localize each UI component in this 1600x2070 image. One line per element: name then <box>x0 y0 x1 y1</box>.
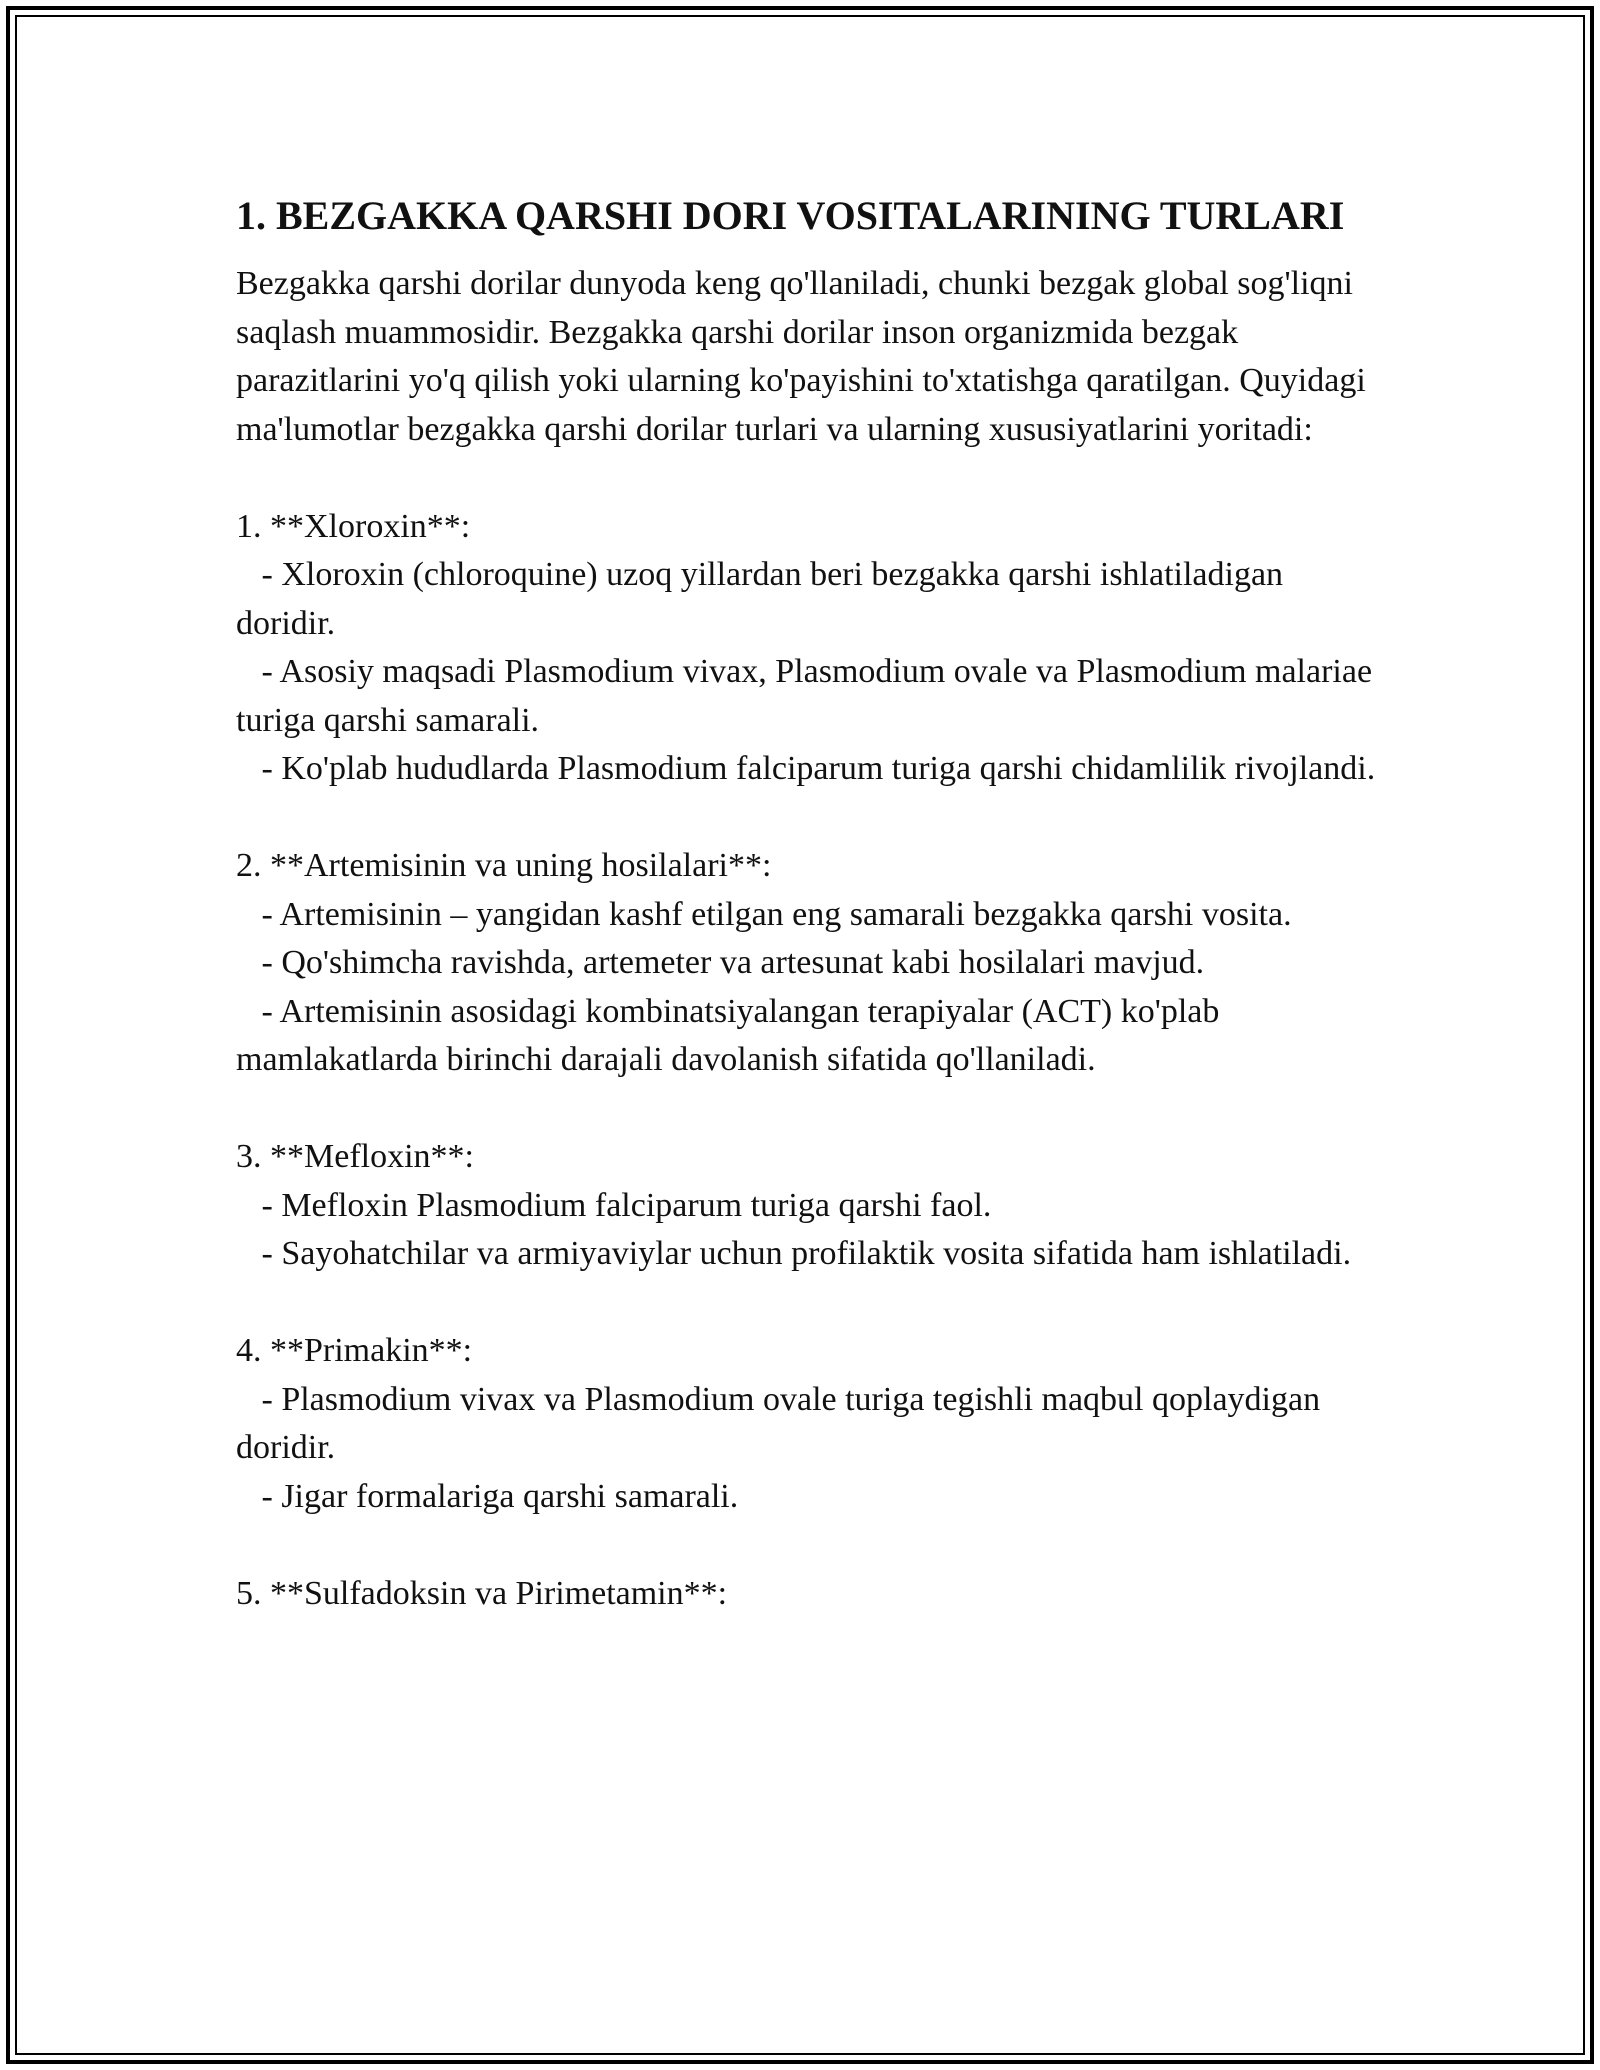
section-item: - Qo'shimcha ravishda, artemeter va artesunat kabi hosilalari mavjud. <box>236 944 1205 981</box>
section-heading: 3. **Mefloxin**: <box>236 1138 474 1175</box>
section-heading: 2. **Artemisinin va uning hosilalari**: <box>236 847 772 884</box>
section-item: - Mefloxin Plasmodium falciparum turiga qarshi faol. <box>236 1186 992 1224</box>
section-item: - Xloroxin (chloroquine) uzoq yillardan beri bezgakka qarshi ishlatiladigan doridir. <box>236 556 1292 642</box>
document-body <box>236 188 1386 1618</box>
section-item: - Asosiy maqsadi Plasmodium vivax, Plasmodium ovale va Plasmodium malariae turiga qarshi samarali. <box>236 653 1381 739</box>
section-heading: 5. **Sulfadoksin va Pirimetamin**: <box>236 1574 728 1612</box>
section-item: - Artemisinin – yangidan kashf etilgan eng samarali bezgakka qarshi vosita. <box>236 895 1292 933</box>
section-item: - Plasmodium vivax va Plasmodium ovale turiga tegishli maqbul qoplaydigan doridir. <box>236 1380 1329 1466</box>
section-heading: 4. **Primakin**: <box>236 1332 473 1369</box>
section-item: - Sayohatchilar va armiyaviylar uchun profilaktik vosita sifatida ham ishlatiladi. <box>236 1235 1352 1272</box>
section-sulfadoksin <box>236 1570 1386 1619</box>
section-artemisinin <box>236 842 1386 1085</box>
section-heading: 1. **Xloroxin**: <box>236 507 471 545</box>
section-item: - Ko'plab hududlarda Plasmodium falciparum turiga qarshi chidamlilik rivojlandi. <box>236 750 1376 787</box>
section-item: - Jigar formalariga qarshi samarali. <box>236 1477 739 1515</box>
section-primakin <box>236 1327 1386 1521</box>
document-title: 1. BEZGAKKA QARSHI DORI VOSITALARINING TURLARI <box>236 193 1345 238</box>
section-mefloxin <box>236 1133 1386 1279</box>
intro-paragraph: Bezgakka qarshi dorilar dunyoda keng qo'llaniladi, chunki bezgak global sog'liqni saqlash muammosidir. Bezgakka qarshi dorilar inson organizmida bezgak parazitlarini yo'q qilish yoki ularning ko'payishini to'xtatishga qaratilgan. Quyidagi ma'lumotlar bezgakka qarshi dorilar turlari va ularning xususiyatlarini yoritadi: <box>236 265 1366 448</box>
section-item: - Artemisinin asosidagi kombinatsiyalangan terapiyalar (ACT) ko'plab mamlakatlarda birinchi darajali davolanish sifatida qo'llaniladi. <box>236 992 1228 1078</box>
section-xloroxin <box>236 503 1386 794</box>
